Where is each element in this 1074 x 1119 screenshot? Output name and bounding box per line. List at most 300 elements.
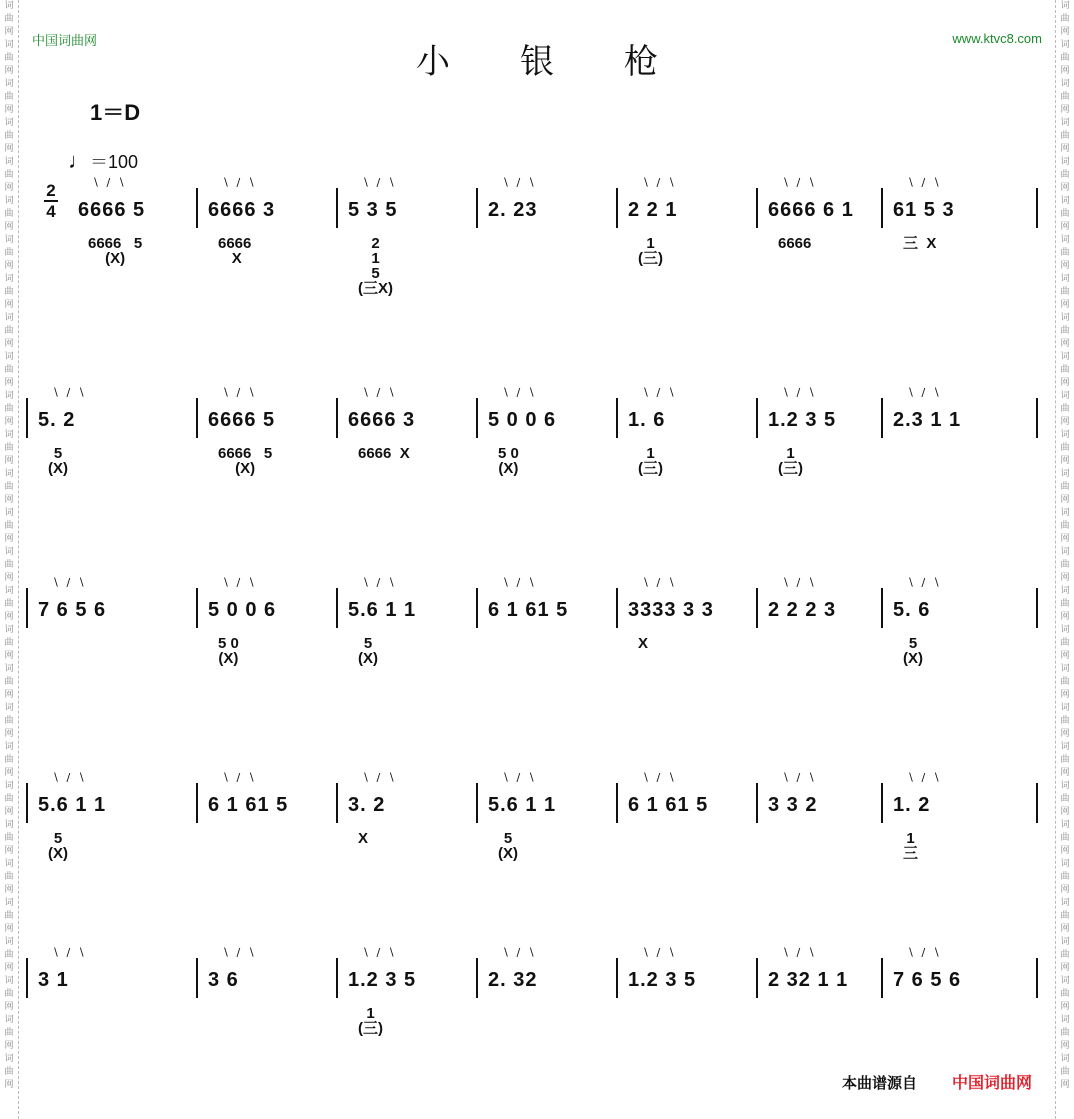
ornament-mark: ∖ ∕ ∖	[782, 176, 817, 189]
edge-glyph: 词	[1060, 547, 1070, 557]
edge-glyph: 词	[1060, 781, 1070, 791]
measure	[38, 580, 106, 640]
measure	[488, 775, 556, 835]
edge-glyph: 词	[1060, 742, 1070, 752]
edge-glyph: 网	[1060, 534, 1070, 544]
edge-glyph: 曲	[1060, 443, 1070, 453]
measure-notes: 6666 6 1	[768, 198, 854, 221]
edge-glyph: 词	[1060, 235, 1070, 245]
edge-glyph: 曲	[1060, 599, 1070, 609]
edge-glyph: 词	[4, 820, 14, 830]
left-margin-strip	[0, 0, 19, 1119]
bar-line	[756, 588, 758, 628]
bar-line	[336, 958, 338, 998]
measure	[208, 580, 276, 640]
edge-glyph: 曲	[1060, 794, 1070, 804]
lower-part-notes: 5 0 (X)	[218, 635, 239, 667]
edge-glyph: 曲	[4, 521, 14, 531]
edge-glyph: 网	[4, 105, 14, 115]
ornament-mark: ∖ ∕ ∖	[362, 576, 397, 589]
credit-label: 本曲谱源自	[842, 1074, 918, 1092]
edge-glyph: 网	[4, 261, 14, 271]
measure-notes: 2 32 1 1	[768, 968, 849, 991]
edge-glyph: 网	[4, 651, 14, 661]
bar-line	[26, 398, 28, 438]
edge-glyph: 网	[1060, 690, 1070, 700]
lower-part-notes: 三 X	[903, 235, 937, 252]
bar-line	[881, 958, 883, 998]
edge-glyph: 曲	[4, 14, 14, 24]
edge-glyph: 网	[1060, 261, 1070, 271]
edge-glyph: 网	[1060, 612, 1070, 622]
ornament-mark: ∖ ∕ ∖	[92, 176, 127, 189]
edge-glyph: 曲	[1060, 92, 1070, 102]
measure-notes: 3 1	[38, 968, 69, 991]
edge-glyph: 词	[1060, 703, 1070, 713]
measure-notes: 5 3 5	[348, 198, 398, 221]
ornament-mark: ∖ ∕ ∖	[782, 386, 817, 399]
edge-glyph: 词	[4, 586, 14, 596]
bar-line	[196, 398, 198, 438]
measure	[488, 580, 568, 640]
ornament-mark: ∖ ∕ ∖	[502, 176, 537, 189]
edge-glyph: 网	[4, 456, 14, 466]
edge-glyph: 词	[1060, 274, 1070, 284]
lower-part-notes: 1 (三)	[778, 445, 803, 477]
edge-glyph: 曲	[4, 638, 14, 648]
measure-notes: 2. 23	[488, 198, 538, 221]
bar-line	[756, 783, 758, 823]
bar-line	[26, 958, 28, 998]
edge-glyph: 曲	[4, 443, 14, 453]
edge-glyph: 曲	[1060, 482, 1070, 492]
measure	[488, 950, 537, 1010]
edge-glyph: 词	[1060, 196, 1070, 206]
lower-part-notes: 5 (X)	[48, 445, 68, 477]
edge-glyph: 词	[4, 196, 14, 206]
quarter-note-icon: ♩	[68, 148, 90, 173]
edge-glyph: 网	[4, 612, 14, 622]
measure	[768, 950, 848, 1010]
edge-glyph: 网	[1060, 1080, 1070, 1090]
lower-part-notes: X	[638, 635, 649, 652]
edge-glyph: 词	[4, 898, 14, 908]
edge-glyph: 词	[4, 430, 14, 440]
edge-glyph: 网	[1060, 378, 1070, 388]
bar-line	[756, 188, 758, 228]
edge-glyph: 曲	[4, 794, 14, 804]
bar-line	[196, 588, 198, 628]
bar-line	[616, 398, 618, 438]
bar-line	[881, 588, 883, 628]
edge-glyph: 词	[1060, 430, 1070, 440]
measure-notes: 5. 6	[893, 598, 931, 621]
edge-glyph: 词	[1060, 352, 1070, 362]
ornament-mark: ∖ ∕ ∖	[782, 771, 817, 784]
edge-glyph: 词	[4, 703, 14, 713]
edge-glyph: 曲	[4, 170, 14, 180]
ornament-mark: ∖ ∕ ∖	[502, 576, 537, 589]
edge-glyph: 词	[4, 859, 14, 869]
bar-line	[616, 188, 618, 228]
measure-notes: 6 1 61 5	[488, 598, 569, 621]
edge-glyph: 词	[4, 625, 14, 635]
edge-glyph: 网	[4, 339, 14, 349]
edge-glyph: 网	[1060, 846, 1070, 856]
edge-glyph: 网	[4, 846, 14, 856]
edge-glyph: 网	[1060, 300, 1070, 310]
time-signature-bottom: 4	[46, 202, 56, 221]
ornament-mark: ∖ ∕ ∖	[222, 946, 257, 959]
measure	[628, 580, 714, 640]
edge-glyph: 网	[1060, 1041, 1070, 1051]
edge-glyph: 词	[4, 937, 14, 947]
edge-glyph: 曲	[1060, 1028, 1070, 1038]
bar-line	[1036, 588, 1038, 628]
lower-part-notes: 5 (X)	[48, 830, 68, 862]
edge-glyph: 曲	[1060, 638, 1070, 648]
ornament-mark: ∖ ∕ ∖	[222, 386, 257, 399]
edge-glyph: 网	[1060, 144, 1070, 154]
edge-glyph: 词	[4, 742, 14, 752]
measure	[488, 390, 556, 450]
edge-glyph: 曲	[4, 1067, 14, 1077]
edge-glyph: 网	[1060, 417, 1070, 427]
bar-line	[26, 588, 28, 628]
bar-line	[756, 958, 758, 998]
edge-glyph: 网	[4, 1041, 14, 1051]
edge-glyph: 曲	[1060, 404, 1070, 414]
edge-glyph: 网	[1060, 27, 1070, 37]
edge-glyph: 网	[4, 573, 14, 583]
measure	[348, 775, 385, 835]
ornament-mark: ∖ ∕ ∖	[642, 576, 677, 589]
ornament-mark: ∖ ∕ ∖	[907, 946, 942, 959]
measure	[208, 390, 275, 450]
edge-glyph: 曲	[1060, 326, 1070, 336]
edge-glyph: 词	[4, 1054, 14, 1064]
measure-notes: 3. 2	[348, 793, 386, 816]
score-row	[38, 771, 1038, 925]
measure-notes: 6666 3	[208, 198, 276, 221]
edge-glyph: 曲	[1060, 872, 1070, 882]
edge-glyph: 词	[4, 79, 14, 89]
ornament-mark: ∖ ∕ ∖	[642, 946, 677, 959]
edge-glyph: 曲	[4, 326, 14, 336]
measure-notes: 3 3 2	[768, 793, 818, 816]
measure-notes: 3333 3 3	[628, 598, 714, 621]
bar-line	[881, 398, 883, 438]
lower-part-notes: 5 (X)	[358, 635, 378, 667]
edge-glyph: 词	[1060, 40, 1070, 50]
edge-glyph: 词	[4, 157, 14, 167]
measure-notes: 6666 3	[348, 408, 416, 431]
edge-glyph: 词	[4, 469, 14, 479]
edge-glyph: 网	[1060, 807, 1070, 817]
edge-glyph: 词	[4, 976, 14, 986]
edge-glyph: 网	[1060, 729, 1070, 739]
ornament-mark: ∖ ∕ ∖	[52, 386, 87, 399]
measure-notes: 1.2 3 5	[628, 968, 697, 991]
edge-glyph: 词	[1060, 1015, 1070, 1025]
bar-line	[26, 783, 28, 823]
measure-notes: 7 6 5 6	[893, 968, 962, 991]
ornament-mark: ∖ ∕ ∖	[782, 576, 817, 589]
measure	[768, 180, 854, 240]
edge-glyph: 曲	[1060, 911, 1070, 921]
edge-glyph: 词	[1060, 898, 1070, 908]
ornament-mark: ∖ ∕ ∖	[907, 771, 942, 784]
edge-glyph: 词	[1060, 79, 1070, 89]
measure-notes: 6 1 61 5	[628, 793, 709, 816]
lower-part-notes: 1 (三)	[638, 235, 663, 267]
edge-glyph: 曲	[4, 599, 14, 609]
edge-glyph: 网	[4, 963, 14, 973]
edge-glyph: 词	[4, 1015, 14, 1025]
right-margin-strip	[1055, 0, 1074, 1119]
lower-part-notes: 5 (X)	[498, 830, 518, 862]
edge-glyph: 词	[4, 781, 14, 791]
bar-line	[476, 783, 478, 823]
key-signature: 1＝D	[90, 100, 141, 125]
edge-glyph: 曲	[4, 833, 14, 843]
bar-line	[336, 188, 338, 228]
edge-glyph: 网	[4, 534, 14, 544]
edge-glyph: 词	[1060, 118, 1070, 128]
edge-glyph: 曲	[4, 404, 14, 414]
measure-notes: 61 5 3	[893, 198, 955, 221]
ornament-mark: ∖ ∕ ∖	[642, 386, 677, 399]
edge-glyph: 曲	[4, 872, 14, 882]
bar-line	[881, 783, 883, 823]
measure-notes: 2. 32	[488, 968, 538, 991]
edge-glyph: 曲	[4, 92, 14, 102]
edge-glyph: 曲	[1060, 755, 1070, 765]
edge-glyph: 网	[4, 690, 14, 700]
bar-line	[1036, 398, 1038, 438]
measure-notes: 2 2 1	[628, 198, 678, 221]
measure	[348, 180, 397, 240]
measure	[38, 775, 106, 835]
edge-glyph: 词	[1060, 937, 1070, 947]
score-row	[38, 576, 1038, 730]
edge-glyph: 网	[1060, 885, 1070, 895]
ornament-mark: ∖ ∕ ∖	[52, 576, 87, 589]
edge-glyph: 词	[1060, 469, 1070, 479]
measure-notes: 1. 2	[893, 793, 931, 816]
bar-line	[881, 188, 883, 228]
edge-glyph: 词	[4, 664, 14, 674]
ornament-mark: ∖ ∕ ∖	[52, 771, 87, 784]
edge-glyph: 曲	[1060, 1067, 1070, 1077]
edge-glyph: 词	[4, 313, 14, 323]
edge-glyph: 网	[1060, 495, 1070, 505]
edge-glyph: 词	[4, 508, 14, 518]
edge-glyph: 网	[4, 66, 14, 76]
edge-glyph: 词	[4, 235, 14, 245]
edge-glyph: 曲	[4, 755, 14, 765]
edge-glyph: 曲	[1060, 833, 1070, 843]
bar-line	[476, 398, 478, 438]
edge-glyph: 曲	[4, 248, 14, 258]
measure	[893, 390, 961, 450]
measure	[628, 950, 696, 1010]
edge-glyph: 词	[1060, 976, 1070, 986]
lower-part-notes: 5 0 (X)	[498, 445, 519, 477]
edge-glyph: 网	[4, 27, 14, 37]
measure-notes: 5.6 1 1	[38, 793, 107, 816]
measure	[348, 580, 416, 640]
measure-notes: 6666 5	[208, 408, 276, 431]
edge-glyph: 曲	[4, 1028, 14, 1038]
ornament-mark: ∖ ∕ ∖	[362, 946, 397, 959]
edge-glyph: 词	[1060, 625, 1070, 635]
lower-part-notes: 6666 5 (X)	[88, 235, 143, 267]
ornament-mark: ∖ ∕ ∖	[782, 946, 817, 959]
measure-notes: 1. 6	[628, 408, 666, 431]
edge-glyph: 网	[4, 495, 14, 505]
measure	[488, 180, 537, 240]
edge-glyph: 网	[4, 1002, 14, 1012]
ornament-mark: ∖ ∕ ∖	[502, 771, 537, 784]
lower-part-notes: 6666 X	[358, 445, 410, 462]
song-title: 小银枪	[416, 42, 728, 82]
edge-glyph: 曲	[4, 482, 14, 492]
time-signature-top: 2	[46, 181, 56, 200]
edge-glyph: 网	[1060, 963, 1070, 973]
edge-glyph: 曲	[1060, 131, 1070, 141]
edge-glyph: 词	[4, 274, 14, 284]
edge-glyph: 词	[1060, 1054, 1070, 1064]
edge-glyph: 曲	[4, 677, 14, 687]
edge-glyph: 网	[4, 183, 14, 193]
lower-part-notes: 2 1 5 (三X)	[358, 235, 393, 297]
edge-glyph: 网	[1060, 1002, 1070, 1012]
measure-notes: 2.3 1 1	[893, 408, 962, 431]
edge-glyph: 网	[4, 300, 14, 310]
edge-glyph: 曲	[4, 950, 14, 960]
ornament-mark: ∖ ∕ ∖	[642, 771, 677, 784]
edge-glyph: 曲	[1060, 287, 1070, 297]
lower-part-notes: 6666 5 (X)	[218, 445, 273, 477]
measure-notes: 5 0 0 6	[208, 598, 277, 621]
bar-line	[616, 588, 618, 628]
measure	[348, 950, 416, 1010]
edge-glyph: 词	[4, 547, 14, 557]
measure-notes: 3 6	[208, 968, 239, 991]
measure	[78, 180, 145, 240]
edge-glyph: 网	[1060, 924, 1070, 934]
tempo-value: ＝100	[90, 152, 139, 172]
measure-notes: 6 1 61 5	[208, 793, 289, 816]
credit-site[interactable]: 中国词曲网	[952, 1073, 1033, 1092]
edge-glyph: 曲	[4, 365, 14, 375]
edge-glyph: 词	[1060, 508, 1070, 518]
edge-glyph: 曲	[1060, 560, 1070, 570]
edge-glyph: 网	[4, 807, 14, 817]
bar-line	[616, 958, 618, 998]
edge-glyph: 网	[1060, 183, 1070, 193]
edge-glyph: 曲	[1060, 170, 1070, 180]
edge-glyph: 词	[1060, 664, 1070, 674]
edge-glyph: 词	[4, 1, 14, 11]
bar-line	[336, 783, 338, 823]
ornament-mark: ∖ ∕ ∖	[222, 176, 257, 189]
measure	[768, 390, 836, 450]
site-watermark-left[interactable]: 中国词曲网	[32, 34, 98, 49]
edge-glyph: 词	[1060, 820, 1070, 830]
measure	[628, 180, 677, 240]
edge-glyph: 曲	[1060, 53, 1070, 63]
measure	[768, 580, 836, 640]
measure	[38, 950, 69, 1010]
bar-line	[1036, 188, 1038, 228]
bar-line	[476, 188, 478, 228]
lower-part-notes: 1 三	[903, 830, 919, 862]
edge-glyph: 网	[4, 768, 14, 778]
edge-glyph: 网	[4, 417, 14, 427]
edge-glyph: 网	[1060, 768, 1070, 778]
edge-glyph: 曲	[4, 131, 14, 141]
edge-glyph: 词	[1060, 859, 1070, 869]
ornament-mark: ∖ ∕ ∖	[642, 176, 677, 189]
edge-glyph: 网	[1060, 105, 1070, 115]
bar-line	[1036, 958, 1038, 998]
edge-glyph: 曲	[4, 209, 14, 219]
measure	[208, 775, 288, 835]
measure-notes: 5.6 1 1	[488, 793, 557, 816]
ornament-mark: ∖ ∕ ∖	[502, 946, 537, 959]
measure	[893, 775, 930, 835]
edge-glyph: 曲	[1060, 989, 1070, 999]
measure	[893, 950, 961, 1010]
bar-line	[1036, 783, 1038, 823]
ornament-mark: ∖ ∕ ∖	[907, 176, 942, 189]
edge-glyph: 网	[1060, 339, 1070, 349]
lower-part-notes: 6666	[778, 235, 812, 252]
measure-notes: 1.2 3 5	[348, 968, 417, 991]
lower-part-notes: 1 (三)	[638, 445, 663, 477]
ornament-mark: ∖ ∕ ∖	[222, 576, 257, 589]
lower-part-notes: 1 (三)	[358, 1005, 383, 1037]
edge-glyph: 网	[4, 378, 14, 388]
bar-line	[476, 588, 478, 628]
ornament-mark: ∖ ∕ ∖	[502, 386, 537, 399]
site-watermark-right[interactable]: www.ktvc8.com	[952, 31, 1042, 46]
edge-glyph: 词	[1060, 1, 1070, 11]
edge-glyph: 词	[1060, 391, 1070, 401]
edge-glyph: 词	[1060, 157, 1070, 167]
edge-glyph: 曲	[1060, 248, 1070, 258]
ornament-mark: ∖ ∕ ∖	[362, 771, 397, 784]
edge-glyph: 曲	[1060, 950, 1070, 960]
bar-line	[196, 958, 198, 998]
edge-glyph: 曲	[4, 287, 14, 297]
ornament-mark: ∖ ∕ ∖	[52, 946, 87, 959]
bar-line	[336, 588, 338, 628]
edge-glyph: 网	[4, 924, 14, 934]
measure	[628, 390, 665, 450]
edge-glyph: 网	[4, 729, 14, 739]
lower-part-notes: 6666 X	[218, 235, 252, 267]
measure	[38, 390, 75, 450]
score-row	[38, 386, 1038, 540]
edge-glyph: 词	[4, 118, 14, 128]
lower-part-notes: X	[358, 830, 369, 847]
bar-line	[616, 783, 618, 823]
measure-notes: 2 2 2 3	[768, 598, 837, 621]
edge-glyph: 曲	[1060, 365, 1070, 375]
